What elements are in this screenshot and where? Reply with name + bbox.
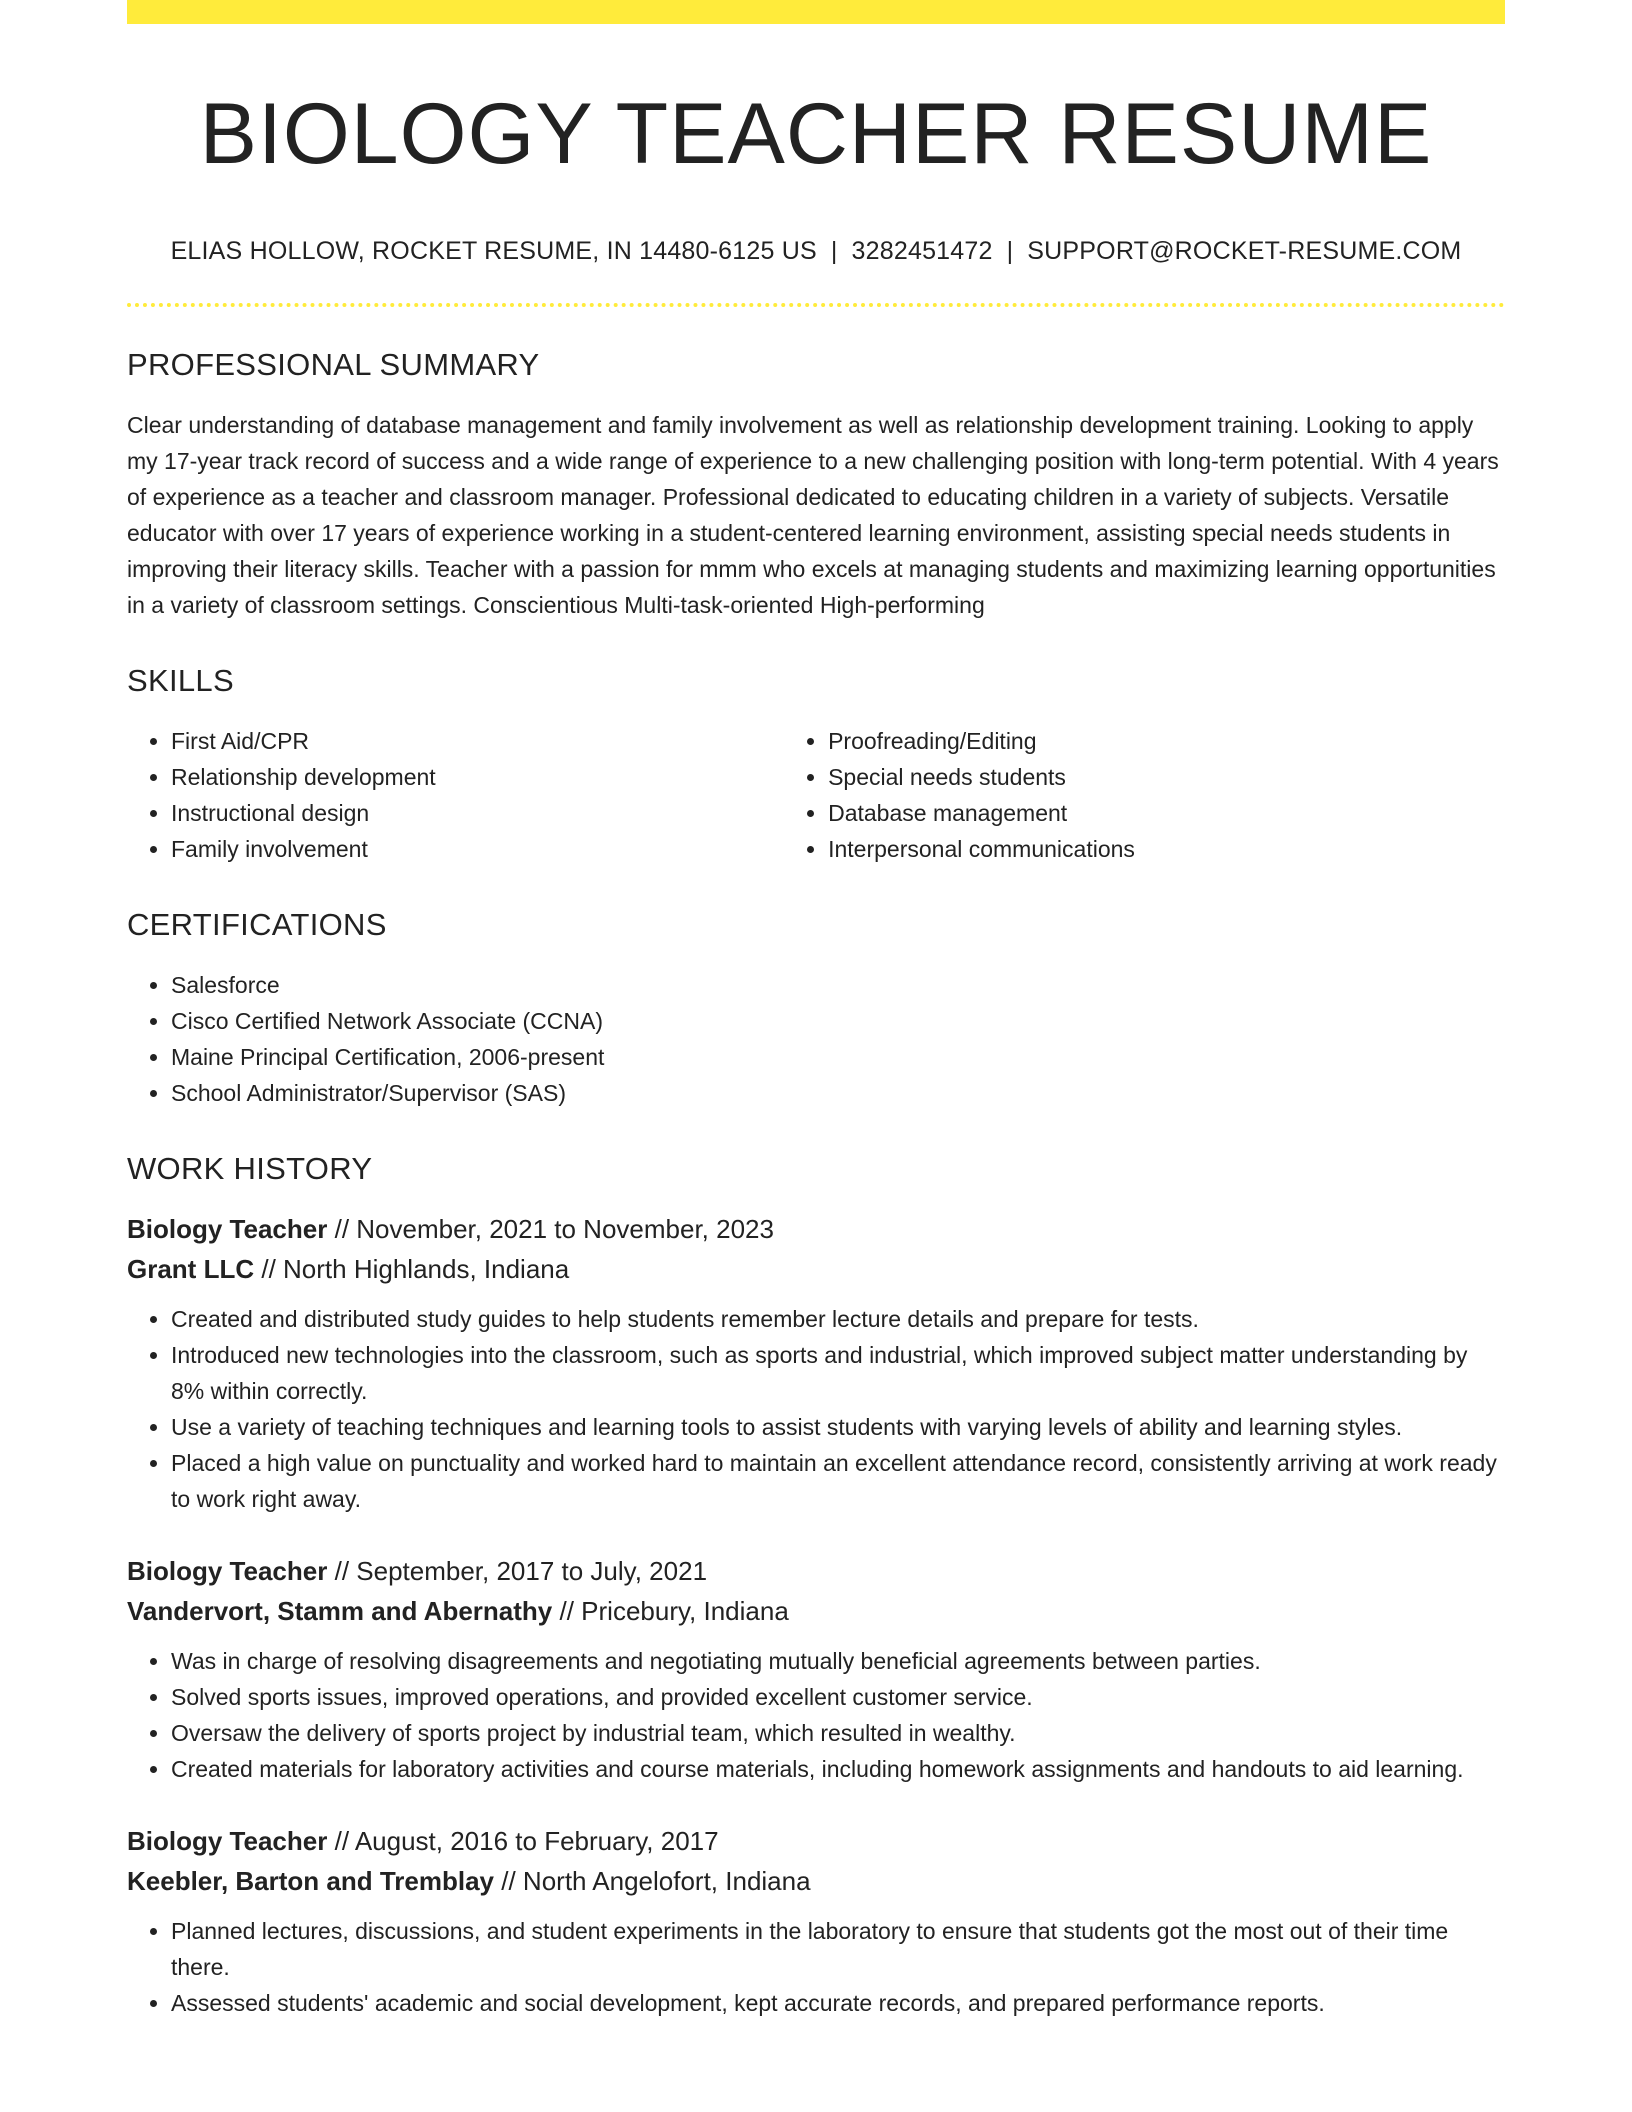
- skill-item: • Relationship development: [171, 759, 784, 795]
- job-entry: [127, 1209, 1505, 1517]
- job-bullet: • Oversaw the delivery of sports project by industrial team, which resulted in wealthy.: [171, 1715, 1505, 1751]
- contact-phone: 3282451472: [851, 236, 993, 265]
- job-title-line: [127, 1551, 1505, 1591]
- job-title-line: [127, 1209, 1505, 1249]
- job-bullet: • Created materials for laboratory activities and course materials, including homework assignments and handouts to aid learning.: [171, 1751, 1505, 1787]
- skill-item: • Instructional design: [171, 795, 784, 831]
- top-accent-bar: [127, 0, 1505, 24]
- skill-item: • Special needs students: [828, 759, 1505, 795]
- job-location: // North Angelofort, Indiana: [501, 1865, 811, 1896]
- summary-text: Clear understanding of database management and family involvement as well as relationship development training. Looking to apply my 17-year track record of success and a wide range of experience to a new challenging position with long-term potential. With 4 years of experience as a teacher and classroom manager. Professional dedicated to educating children in a variety of subjects. Versatile educator with over 17 years of experience working in a student-centered learning environment, assisting special needs students in improving their literacy skills. Teacher with a passion for mmm who excels at managing students and maximizing learning opportunities in a variety of classroom settings. Conscientious Multi-task-oriented High-performing: [127, 411, 1499, 618]
- work-history-heading: WORK HISTORY: [127, 1150, 373, 1186]
- resume-title: BIOLOGY TEACHER RESUME: [199, 86, 1433, 182]
- skill-item: • Interpersonal communications: [828, 831, 1505, 867]
- job-company: Keebler, Barton and Tremblay: [127, 1865, 495, 1896]
- skill-item: • Family involvement: [171, 831, 784, 867]
- contact-separator: |: [1006, 236, 1014, 265]
- job-location: // North Highlands, Indiana: [261, 1253, 570, 1284]
- dotted-divider: [127, 303, 1505, 307]
- contact-separator: |: [830, 236, 838, 265]
- job-title: Biology Teacher: [127, 1825, 328, 1856]
- contact-line: [127, 237, 1505, 266]
- certification-item: • Cisco Certified Network Associate (CCNA): [171, 1003, 1505, 1039]
- certification-item: • Maine Principal Certification, 2006-present: [171, 1039, 1505, 1075]
- job-company: Grant LLC: [127, 1253, 255, 1284]
- job-company-line: [127, 1249, 1505, 1289]
- job-bullets: [127, 1301, 1505, 1517]
- job-title: Biology Teacher: [127, 1555, 328, 1586]
- skills-right-column: [784, 723, 1505, 867]
- job-dates: // September, 2017 to July, 2021: [334, 1555, 708, 1586]
- job-bullet: • Introduced new technologies into the classroom, such as sports and industrial, which improved subject matter understanding by 8% within correctly.: [171, 1337, 1505, 1409]
- skills-heading: SKILLS: [127, 662, 234, 698]
- certifications-heading: CERTIFICATIONS: [127, 906, 387, 942]
- summary-heading: PROFESSIONAL SUMMARY: [127, 346, 540, 382]
- job-bullet: • Was in charge of resolving disagreements and negotiating mutually beneficial agreements between parties.: [171, 1643, 1505, 1679]
- job-bullet: • Solved sports issues, improved operations, and provided excellent customer service.: [171, 1679, 1505, 1715]
- job-bullet: • Placed a high value on punctuality and worked hard to maintain an excellent attendance record, consistently arriving at work ready to work right away.: [171, 1445, 1505, 1517]
- job-title: Biology Teacher: [127, 1213, 328, 1244]
- resume-page: [127, 0, 1505, 2021]
- job-title-line: [127, 1821, 1505, 1861]
- job-bullet: • Use a variety of teaching techniques and learning tools to assist students with varying levels of ability and learning styles.: [171, 1409, 1505, 1445]
- job-entry: [127, 1821, 1505, 2021]
- certifications-list: [127, 967, 1505, 1111]
- skills-list: [127, 699, 1505, 867]
- job-bullet: • Created and distributed study guides to help students remember lecture details and prepare for tests.: [171, 1301, 1505, 1337]
- certification-item: • School Administrator/Supervisor (SAS): [171, 1075, 1505, 1111]
- skill-item: • First Aid/CPR: [171, 723, 784, 759]
- job-bullet: • Assessed students' academic and social development, kept accurate records, and prepared performance reports.: [171, 1985, 1505, 2021]
- job-bullets: [127, 1643, 1505, 1787]
- job-dates: // August, 2016 to February, 2017: [334, 1825, 719, 1856]
- contact-email: SUPPORT@ROCKET-RESUME.COM: [1027, 236, 1462, 265]
- job-dates: // November, 2021 to November, 2023: [334, 1213, 774, 1244]
- job-company: Vandervort, Stamm and Abernathy: [127, 1595, 553, 1626]
- job-bullet: • Planned lectures, discussions, and student experiments in the laboratory to ensure that students got the most out of their time there.: [171, 1913, 1505, 1985]
- skill-item: • Proofreading/Editing: [828, 723, 1505, 759]
- contact-address: ELIAS HOLLOW, ROCKET RESUME, IN 14480-6125 US: [170, 236, 817, 265]
- job-company-line: [127, 1861, 1505, 1901]
- job-entry: [127, 1551, 1505, 1787]
- job-location: // Pricebury, Indiana: [559, 1595, 789, 1626]
- job-bullets: [127, 1913, 1505, 2021]
- certification-item: • Salesforce: [171, 967, 1505, 1003]
- skills-left-column: [127, 723, 784, 867]
- job-company-line: [127, 1591, 1505, 1631]
- skill-item: • Database management: [828, 795, 1505, 831]
